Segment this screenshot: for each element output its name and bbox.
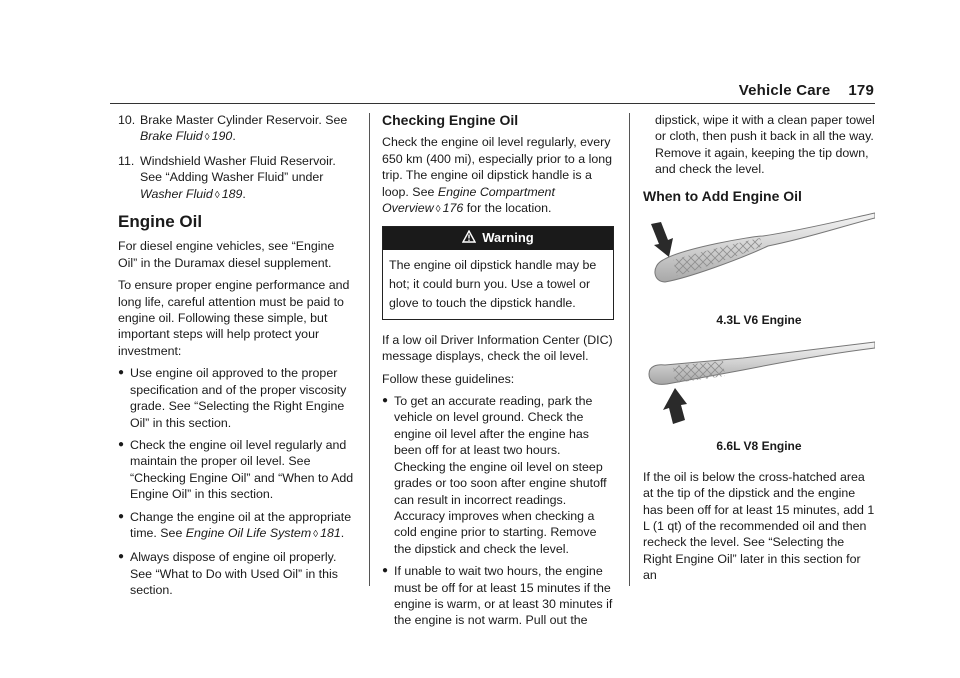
column-2 [382,112,614,635]
paragraph-continued: dipstick, wipe it with a clean paper towel or cloth, then push it back in all the way. Remove it again, keeping the tip down, and check the level. [655,113,875,177]
page-ref-icon: ◊ [313,528,319,540]
bullet-icon: ● [118,367,125,379]
page-number: 179 [848,82,874,99]
paragraph: If a low oil Driver Information Center (DIC) message displays, check the oil level. [382,332,613,364]
bullet-icon: ● [382,565,389,577]
figure-caption: 4.3L V6 Engine [716,313,802,328]
warning-box [382,226,614,319]
bullet-icon: ● [118,510,125,522]
bullet-icon: ● [118,438,125,450]
bullet-icon: ● [118,551,125,563]
cross-reference-link[interactable]: Washer Fluid [140,186,213,201]
list-item: 10. Brake Master Cylinder Reservoir. See Brake Fluid ◊ 190. [118,113,348,144]
subsection-heading: When to Add Engine Oil [643,187,802,204]
page-ref-icon: ◊ [435,204,441,216]
bullet-item: ● Use engine oil approved to the proper specification and of the proper viscosity grade. See “Selecting the Right Engine Oil” in this section. [118,366,347,430]
warning-header [383,227,613,249]
warning-text: The engine oil dipstick handle may be hot; it could burn you. Use a towel or glove to touch the dipstick handle. [389,257,597,310]
bullet-item: ● Always dispose of engine oil properly. See “What to Do with Used Oil” in this section. [118,550,338,598]
page-reference[interactable]: 181 [320,525,341,540]
bullet-item: ● Change the engine oil at the appropriate time. See Engine Oil Life System ◊ 181. [118,509,354,544]
cross-reference-link[interactable]: Brake Fluid [140,129,203,144]
bullet-item: ● Check the engine oil level regularly and maintain the proper oil level. See “Checking Engine Oil” and “When to Add Engine Oil” in this section. [118,437,354,502]
paragraph: If the oil is below the cross-hatched area at the tip of the dipstick and the engine has been off for at least 15 minutes, add 1 L (1 qt) of the recommended oil and then recheck the level. See “Selecting the Right Engine Oil” later in this section for an [643,469,875,583]
dipstick-illustration-v6 [643,210,875,310]
paragraph: Follow these guidelines: [382,371,515,386]
page-reference[interactable]: 176 [442,201,464,216]
page-header [739,82,874,99]
column-divider [369,113,370,586]
paragraph: Check the engine oil level regularly, every 650 km (400 mi), especially prior to a long trip. The engine oil dipstick handle is a loop. See Engine Compartment Overview ◊ 176 for the location. [382,135,613,216]
cross-reference-link[interactable]: Engine Oil Life System [185,525,312,540]
subsection-heading: Checking Engine Oil [382,112,519,128]
paragraph: For diesel engine vehicles, see “Engine Oil” in the Duramax diesel supplement. [118,239,335,270]
column-3 [643,112,875,590]
cross-reference-link[interactable]: Engine Compartment Overview [382,184,555,216]
warning-title: Warning [482,230,534,246]
dipstick-v8-image [643,338,875,436]
section-heading: Engine Oil [118,212,203,232]
page-ref-icon: ◊ [204,132,210,144]
header-rule [110,103,875,104]
paragraph: To ensure proper engine performance and long life, careful attention must be paid to engine oil. Following these simple, but important steps will help protect your investment: [118,278,350,358]
list-item: 11. Windshield Washer Fluid Reservoir. See “Adding Washer Fluid” under Washer Fluid ◊ 189. [118,153,336,201]
warning-triangle-icon [462,230,476,243]
page-reference[interactable]: 190 [211,129,233,144]
column-1 [118,112,354,605]
dipstick-v6-image [643,210,875,310]
section-title: Vehicle Care [738,82,831,99]
numbered-list [118,112,354,204]
page-ref-icon: ◊ [214,189,220,201]
bullet-item: ● To get an accurate reading, park the vehicle on level ground. Check the engine oil level after the engine has been off for at least two hours. Checking the engine oil level on steep grades or too soon after engine shutoff can result in incorrect readings. Accuracy improves when checking a cold engine prior to starting. Remove the dipstick and check the level. [382,394,607,556]
dipstick-illustration-v8 [643,338,875,436]
column-divider [629,113,630,586]
figure-caption: 6.6L V8 Engine [716,439,802,454]
bullet-item: ● If unable to wait two hours, the engine must be off for at least 15 minutes if the engine is warm, or at least 30 minutes if the engine is not warm. Pull out the [382,564,613,628]
bullet-icon: ● [382,395,389,407]
page-reference[interactable]: 189 [221,186,243,201]
